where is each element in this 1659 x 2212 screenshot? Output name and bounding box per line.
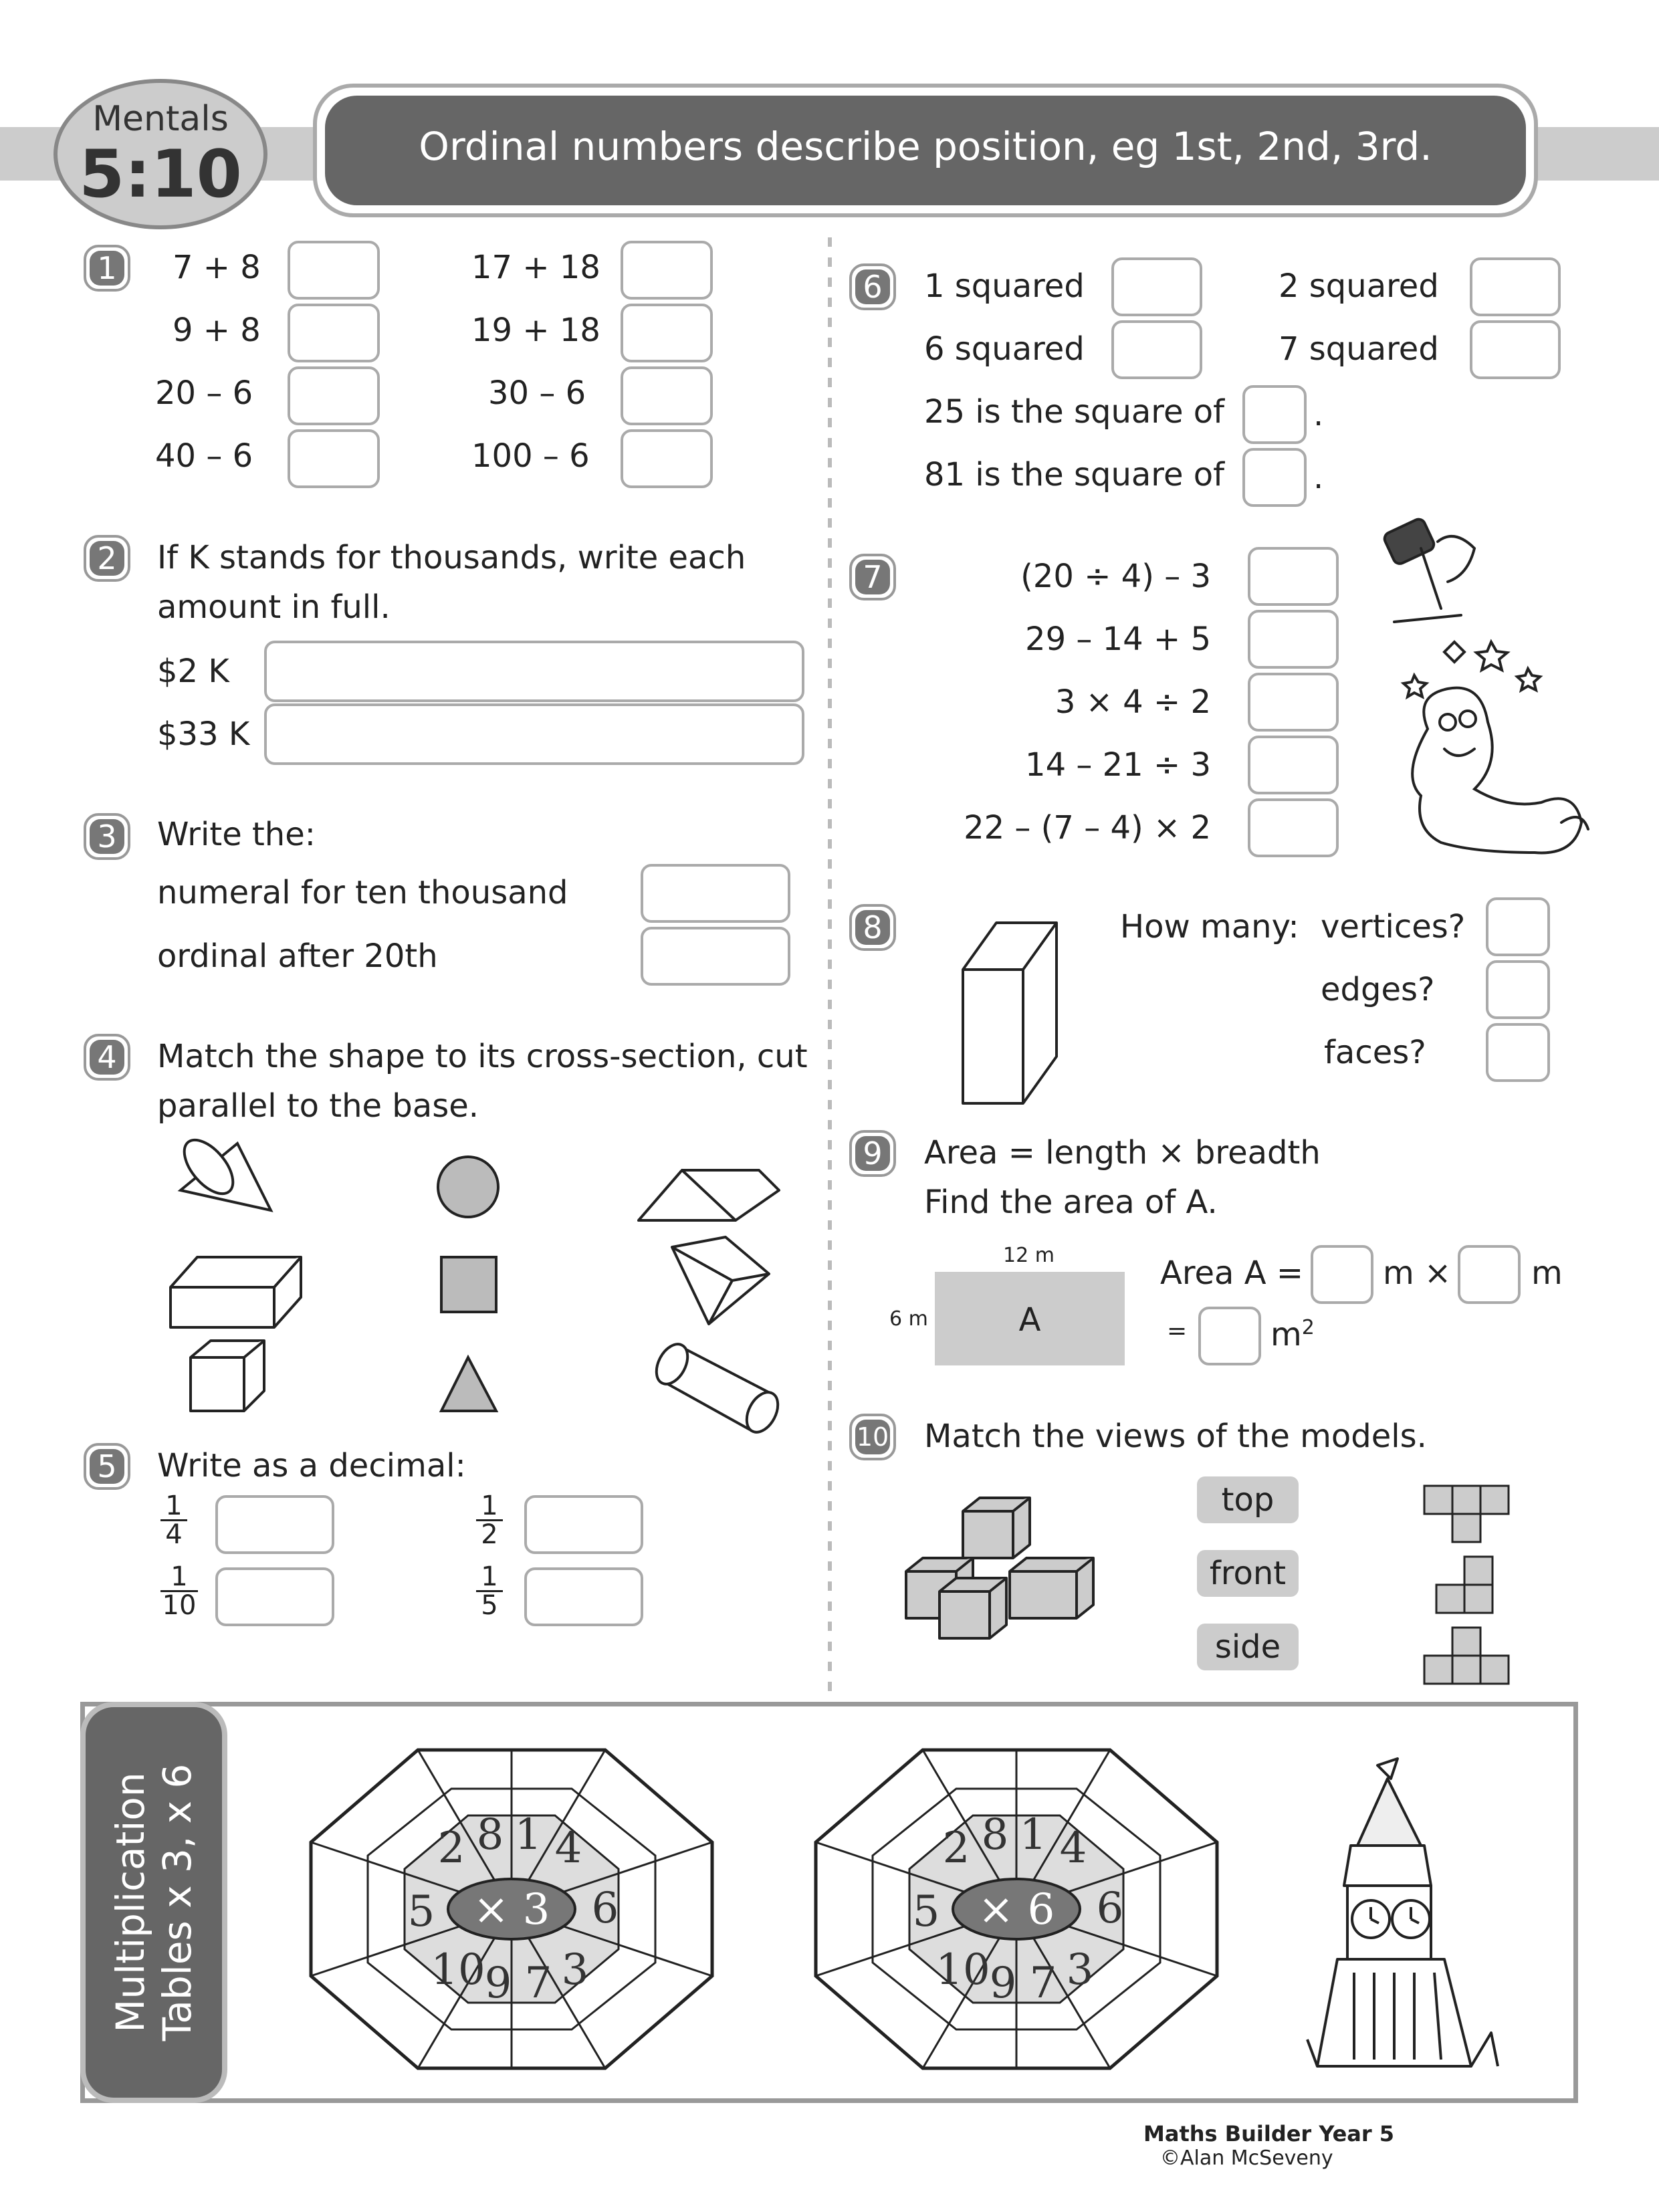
tables-title-2: Tables x 3, x 6 bbox=[154, 1763, 200, 2041]
answer-box[interactable] bbox=[215, 1495, 334, 1554]
equals-sign: = bbox=[1167, 1317, 1188, 1345]
mentals-number: 5:10 bbox=[79, 136, 242, 213]
web-number: 5 bbox=[407, 1887, 435, 1937]
answer-box[interactable] bbox=[621, 241, 713, 300]
cone-shape[interactable] bbox=[175, 1131, 271, 1210]
breadth-label: 6 m bbox=[889, 1307, 928, 1331]
unit-m: m bbox=[1531, 1254, 1563, 1292]
square-cross-section[interactable] bbox=[441, 1257, 496, 1312]
view-label-top[interactable]: top bbox=[1197, 1476, 1299, 1523]
q1-item: 9 + 8 bbox=[173, 312, 261, 349]
area-a-label: Area A = bbox=[1160, 1254, 1304, 1292]
unit-m: m bbox=[1383, 1254, 1414, 1292]
superscript-2: 2 bbox=[1301, 1316, 1315, 1339]
footer-copyright: ©Alan McSeveny bbox=[1160, 2146, 1333, 2170]
banner-outer bbox=[313, 84, 1538, 217]
web-number: 7 bbox=[524, 1959, 552, 2008]
cylinder-shape[interactable] bbox=[650, 1339, 784, 1437]
denominator: 5 bbox=[481, 1590, 498, 1621]
fraction bbox=[476, 1492, 503, 1548]
question-number: 10 bbox=[849, 1414, 896, 1460]
q3-a: numeral for ten thousand bbox=[157, 874, 568, 911]
rectangle-a bbox=[935, 1272, 1125, 1365]
web-number: 8 bbox=[476, 1810, 504, 1860]
denominator: 4 bbox=[165, 1519, 183, 1550]
q6-f: 81 is the square of bbox=[924, 456, 1225, 493]
question-number: 9 bbox=[849, 1130, 896, 1177]
answer-box[interactable] bbox=[288, 429, 380, 488]
faces-label: faces? bbox=[1324, 1034, 1426, 1071]
q1-item: 17 + 18 bbox=[471, 249, 600, 286]
answer-box[interactable] bbox=[1470, 320, 1561, 379]
fraction bbox=[160, 1492, 187, 1548]
tables-tab bbox=[80, 1702, 227, 2103]
answer-box[interactable] bbox=[1248, 547, 1339, 606]
period: . bbox=[1313, 396, 1324, 433]
rectangle-a-label: A bbox=[1018, 1301, 1041, 1339]
answer-box[interactable] bbox=[641, 927, 790, 986]
answer-box[interactable] bbox=[264, 641, 804, 702]
answer-box[interactable] bbox=[524, 1495, 643, 1554]
web-number: 2 bbox=[437, 1823, 465, 1873]
cube-model bbox=[903, 1491, 1103, 1645]
web-number: 1 bbox=[1019, 1810, 1047, 1860]
period: . bbox=[1313, 459, 1324, 496]
answer-box[interactable] bbox=[1311, 1245, 1373, 1304]
q1-item: 19 + 18 bbox=[471, 312, 600, 349]
web-number: 9 bbox=[989, 1959, 1017, 2008]
web-center: × 3 bbox=[473, 1885, 550, 1934]
length-label: 12 m bbox=[1003, 1244, 1055, 1267]
clock-tower-illustration bbox=[1304, 1752, 1505, 2073]
q4-text: parallel to the base. bbox=[157, 1087, 479, 1125]
view-label-side[interactable]: side bbox=[1197, 1624, 1299, 1670]
answer-box[interactable] bbox=[1486, 897, 1550, 956]
q1-item: 30 – 6 bbox=[488, 374, 586, 412]
spider-web-x6 bbox=[802, 1742, 1230, 2076]
q6-c: 6 squared bbox=[924, 330, 1085, 368]
mentals-label: Mentals bbox=[92, 99, 229, 139]
banner-text: Ordinal numbers describe position, eg 1st, 2nd, 3rd. bbox=[419, 124, 1432, 169]
unit-m2 bbox=[1270, 1316, 1315, 1353]
fraction bbox=[476, 1563, 503, 1619]
q2-a: $2 K bbox=[157, 653, 229, 690]
q1-item: 100 – 6 bbox=[471, 437, 590, 475]
q6-a: 1 squared bbox=[924, 267, 1085, 305]
web-number: 3 bbox=[1066, 1945, 1094, 1995]
column-divider bbox=[828, 237, 832, 1695]
q7-expr: 29 – 14 + 5 bbox=[1025, 621, 1211, 658]
answer-box[interactable] bbox=[1248, 673, 1339, 732]
web-number: 3 bbox=[561, 1945, 589, 1995]
answer-box[interactable] bbox=[1248, 736, 1339, 794]
pyramid-shape[interactable] bbox=[672, 1237, 769, 1324]
banner bbox=[325, 96, 1526, 205]
unit-m: m bbox=[1270, 1316, 1302, 1353]
question-number: 4 bbox=[84, 1034, 130, 1081]
denominator: 10 bbox=[162, 1590, 197, 1621]
denominator: 2 bbox=[481, 1519, 498, 1550]
question-number: 5 bbox=[84, 1443, 130, 1490]
triangle-cross-section[interactable] bbox=[441, 1357, 496, 1411]
q3-b: ordinal after 20th bbox=[157, 937, 438, 975]
question-number: 2 bbox=[84, 535, 130, 582]
spider-web-x3 bbox=[298, 1742, 726, 2076]
q3-title: Write the: bbox=[157, 816, 316, 853]
answer-box[interactable] bbox=[1242, 448, 1307, 507]
numerator: 1 bbox=[476, 1492, 503, 1521]
footer-book: Maths Builder Year 5 bbox=[1143, 2121, 1395, 2146]
web-number: 2 bbox=[942, 1823, 970, 1873]
answer-box[interactable] bbox=[1248, 798, 1339, 857]
answer-box[interactable] bbox=[1111, 257, 1202, 316]
cube-shape[interactable] bbox=[191, 1341, 264, 1411]
answer-box[interactable] bbox=[1486, 960, 1550, 1019]
question-number: 3 bbox=[84, 813, 130, 860]
q4-text: Match the shape to its cross-section, cut bbox=[157, 1038, 808, 1075]
mentals-badge bbox=[53, 79, 267, 229]
numerator: 1 bbox=[476, 1563, 503, 1592]
q1-item: 40 – 6 bbox=[155, 437, 253, 475]
answer-box[interactable] bbox=[288, 366, 380, 425]
circle-cross-section[interactable] bbox=[438, 1157, 498, 1217]
web-number: 4 bbox=[554, 1823, 582, 1873]
answer-box[interactable] bbox=[288, 304, 380, 362]
q2-text: If K stands for thousands, write each bbox=[157, 539, 746, 576]
answer-box[interactable] bbox=[1198, 1307, 1261, 1365]
question-number: 1 bbox=[84, 245, 130, 292]
answer-box[interactable] bbox=[1248, 610, 1339, 669]
answer-box[interactable] bbox=[1486, 1023, 1550, 1082]
q5-title: Write as a decimal: bbox=[157, 1447, 466, 1484]
answer-box[interactable] bbox=[215, 1567, 334, 1626]
answer-box[interactable] bbox=[1470, 257, 1561, 316]
how-many-label: How many: bbox=[1120, 908, 1299, 946]
q6-b: 2 squared bbox=[1279, 267, 1439, 305]
web-number: 10 bbox=[935, 1945, 990, 1995]
q6-d: 7 squared bbox=[1279, 330, 1439, 368]
q2-b: $33 K bbox=[157, 715, 250, 753]
answer-box[interactable] bbox=[641, 864, 790, 923]
web-number: 7 bbox=[1029, 1959, 1057, 2008]
q2-text: amount in full. bbox=[157, 588, 391, 626]
answer-box[interactable] bbox=[1242, 385, 1307, 444]
times-sign: × bbox=[1424, 1254, 1452, 1292]
answer-box[interactable] bbox=[524, 1567, 643, 1626]
answer-box[interactable] bbox=[621, 366, 713, 425]
web-number: 1 bbox=[514, 1810, 542, 1860]
numerator: 1 bbox=[160, 1563, 198, 1592]
q7-expr: 14 – 21 ÷ 3 bbox=[1025, 746, 1211, 784]
question-number: 8 bbox=[849, 904, 896, 951]
q7-expr: 3 × 4 ÷ 2 bbox=[1055, 683, 1211, 721]
web-number: 6 bbox=[1096, 1884, 1124, 1933]
rectangular-prism-shape[interactable] bbox=[171, 1257, 301, 1327]
q6-e: 25 is the square of bbox=[924, 393, 1225, 431]
q1-item: 7 + 8 bbox=[173, 249, 261, 286]
edges-label: edges? bbox=[1321, 971, 1435, 1008]
question-number: 6 bbox=[849, 263, 896, 310]
web-number: 4 bbox=[1059, 1823, 1087, 1873]
view-drawings bbox=[1418, 1479, 1511, 1686]
q7-expr: (20 ÷ 4) – 3 bbox=[1020, 558, 1211, 595]
q10-title: Match the views of the models. bbox=[924, 1418, 1427, 1455]
answer-box[interactable] bbox=[288, 241, 380, 300]
q1-item: 20 – 6 bbox=[155, 374, 253, 412]
fraction bbox=[160, 1563, 198, 1619]
web-number: 6 bbox=[591, 1884, 619, 1933]
triangular-prism-shape[interactable] bbox=[639, 1170, 779, 1220]
view-label-front[interactable]: front bbox=[1197, 1550, 1299, 1597]
answer-box[interactable] bbox=[621, 429, 713, 488]
rectangular-prism-diagram bbox=[956, 916, 1070, 1110]
find-area-text: Find the area of A. bbox=[924, 1184, 1218, 1221]
web-center: × 6 bbox=[978, 1885, 1055, 1934]
q7-expr: 22 – (7 – 4) × 2 bbox=[964, 809, 1211, 847]
web-number: 5 bbox=[912, 1887, 940, 1937]
numerator: 1 bbox=[160, 1492, 187, 1521]
q4-shapes bbox=[154, 1130, 796, 1438]
vertices-label: vertices? bbox=[1321, 908, 1466, 946]
answer-box[interactable] bbox=[1458, 1245, 1521, 1304]
question-number: 7 bbox=[849, 554, 896, 600]
tables-title-1: Multiplication bbox=[108, 1772, 153, 2033]
tables-tab-text bbox=[107, 1715, 201, 2090]
cartoon-illustration bbox=[1374, 508, 1601, 876]
answer-box[interactable] bbox=[621, 304, 713, 362]
web-number: 10 bbox=[431, 1945, 485, 1995]
answer-box[interactable] bbox=[1111, 320, 1202, 379]
web-number: 8 bbox=[981, 1810, 1009, 1860]
web-number: 9 bbox=[484, 1959, 512, 2008]
area-formula: Area = length × breadth bbox=[924, 1134, 1321, 1172]
answer-box[interactable] bbox=[264, 703, 804, 765]
